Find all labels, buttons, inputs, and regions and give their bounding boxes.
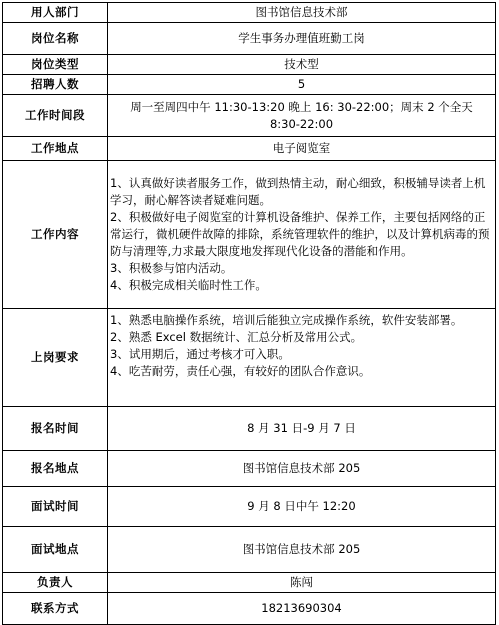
label-signup-time: 报名时间 bbox=[3, 407, 108, 451]
row-headcount bbox=[3, 75, 496, 95]
value-contact-person: 陈闯 bbox=[108, 573, 496, 593]
value-location: 电子阅览室 bbox=[108, 137, 496, 161]
row-requirements bbox=[3, 309, 496, 407]
label-contact-person: 负责人 bbox=[3, 573, 108, 593]
row-position bbox=[3, 23, 496, 55]
row-contact-person bbox=[3, 573, 496, 593]
job-posting-table bbox=[2, 2, 496, 625]
row-type bbox=[3, 55, 496, 75]
requirement-item: 2、熟悉 Excel 数据统计、汇总分析及常用公式。 bbox=[110, 330, 363, 344]
row-content bbox=[3, 161, 496, 309]
label-contact: 联系方式 bbox=[3, 593, 108, 625]
value-interview-time: 9 月 8 日中午 12:20 bbox=[108, 487, 496, 527]
work-time-line: 周一至周四中午 11:30-13:20 晚上 16: 30-22:00；周末 2 个全天 bbox=[130, 99, 473, 114]
label-signup-place: 报名地点 bbox=[3, 451, 108, 487]
content-item: 2、积极做好电子阅览室的计算机设备维护、保养工作，主要包括网络的正常运行，微机硬件故障的排除，系统管理软件的维护，以及计算机病毒的预防与清理等,力求最大限度地发挥现代化设备的潜能和作用。 bbox=[110, 210, 490, 258]
row-contact bbox=[3, 593, 496, 625]
value-headcount: 5 bbox=[108, 75, 496, 95]
content-item: 3、积极参与馆内活动。 bbox=[110, 261, 233, 275]
label-department: 用人部门 bbox=[3, 3, 108, 23]
requirement-item: 1、熟悉电脑操作系统，培训后能独立完成操作系统，软件安装部署。 bbox=[110, 313, 463, 327]
row-work-time bbox=[3, 95, 496, 137]
label-content: 工作内容 bbox=[3, 161, 108, 309]
requirement-item: 3、试用期后，通过考核才可入职。 bbox=[110, 347, 290, 361]
value-requirements bbox=[108, 309, 496, 407]
row-signup-time bbox=[3, 407, 496, 451]
value-work-time bbox=[108, 95, 496, 137]
value-type: 技术型 bbox=[108, 55, 496, 75]
label-interview-time: 面试时间 bbox=[3, 487, 108, 527]
value-interview-place: 图书馆信息技术部 205 bbox=[108, 527, 496, 573]
row-interview-time bbox=[3, 487, 496, 527]
label-interview-place: 面试地点 bbox=[3, 527, 108, 573]
content-item: 1、认真做好读者服务工作，做到热情主动，耐心细致，积极辅导读者上机学习，耐心解答读者疑难问题。 bbox=[110, 176, 486, 207]
label-work-time: 工作时间段 bbox=[3, 95, 108, 137]
label-headcount: 招聘人数 bbox=[3, 75, 108, 95]
label-location: 工作地点 bbox=[3, 137, 108, 161]
value-signup-time: 8 月 31 日-9 月 7 日 bbox=[108, 407, 496, 451]
work-time-line: 8:30-22:00 bbox=[269, 116, 334, 131]
value-department: 图书馆信息技术部 bbox=[108, 3, 496, 23]
requirement-item: 4、吃苦耐劳，责任心强，有较好的团队合作意识。 bbox=[110, 364, 371, 378]
row-department bbox=[3, 3, 496, 23]
label-requirements: 上岗要求 bbox=[3, 309, 108, 407]
content-item: 4、积极完成相关临时性工作。 bbox=[110, 278, 267, 292]
row-location bbox=[3, 137, 496, 161]
value-signup-place: 图书馆信息技术部 205 bbox=[108, 451, 496, 487]
value-content bbox=[108, 161, 496, 309]
row-interview-place bbox=[3, 527, 496, 573]
value-contact: 18213690304 bbox=[108, 593, 496, 625]
label-type: 岗位类型 bbox=[3, 55, 108, 75]
label-position: 岗位名称 bbox=[3, 23, 108, 55]
row-signup-place bbox=[3, 451, 496, 487]
value-position: 学生事务办理值班勤工岗 bbox=[108, 23, 496, 55]
